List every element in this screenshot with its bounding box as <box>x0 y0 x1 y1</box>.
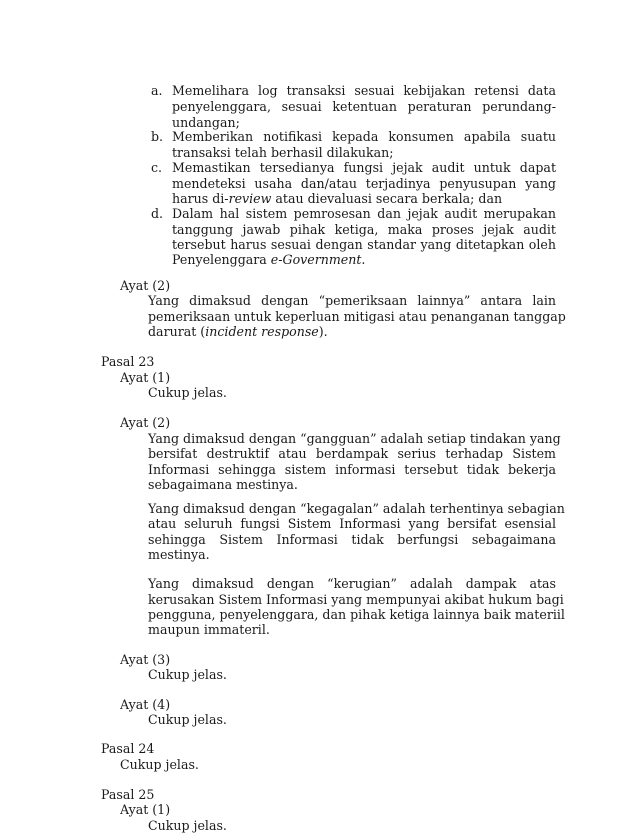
list-text-line: tersebut harus sesuai dengan standar yang ditetapkan oleh <box>172 237 556 252</box>
list-text-line: tanggung jawab pihak ketiga, maka proses jejak audit <box>172 222 556 237</box>
paragraph-line: bersifat destruktif atau berdampak serius terhadap Sistem <box>148 446 556 461</box>
list-text-line: undangan; <box>172 115 240 130</box>
ayat-heading: Ayat (1) <box>120 802 171 817</box>
list-text-line: Memelihara log transaksi sesuai kebijakan retensi data <box>172 83 556 98</box>
list-text-line: penyelenggara, sesuai ketentuan peraturan perundang- <box>172 99 556 114</box>
paragraph-line: pengguna, penyelenggara, dan pihak ketiga lainnya baik materiil <box>148 607 565 622</box>
list-text-line: mendeteksi usaha dan/atau terjadinya penyusupan yang <box>172 176 556 191</box>
paragraph-line: maupun immateril. <box>148 622 270 637</box>
paragraph-line: Yang dimaksud dengan “kerugian” adalah dampak atas <box>148 576 556 591</box>
paragraph-line: sebagaimana mestinya. <box>148 477 298 492</box>
paragraph-line: Yang dimaksud dengan “kegagalan” adalah terhentinya sebagian <box>148 501 565 516</box>
pasal-heading: Pasal 23 <box>101 354 155 369</box>
paragraph-line: Yang dimaksud dengan “gangguan” adalah setiap tindakan yang <box>148 431 561 446</box>
paragraph-line: Cukup jelas. <box>148 667 227 682</box>
list-text-line: Penyelenggara e-Government. <box>172 252 366 267</box>
paragraph-line: sehingga Sistem Informasi tidak berfungsi sebagaimana <box>148 532 556 547</box>
paragraph-line: mestinya. <box>148 547 210 562</box>
ayat-heading: Ayat (1) <box>120 370 171 385</box>
list-marker: c. <box>151 160 163 175</box>
paragraph-line: Cukup jelas. <box>148 385 227 400</box>
paragraph-line: Cukup jelas. <box>148 712 227 727</box>
paragraph-line: kerusakan Sistem Informasi yang mempunyai akibat hukum bagi <box>148 592 564 607</box>
list-text-line: Memberikan notifikasi kepada konsumen apabila suatu <box>172 129 556 144</box>
paragraph-line: darurat (incident response). <box>148 324 328 339</box>
paragraph-line: Informasi sehingga sistem informasi tersebut tidak bekerja <box>148 462 556 477</box>
pasal-heading: Pasal 24 <box>101 741 155 756</box>
ayat-heading: Ayat (4) <box>120 697 171 712</box>
ayat-heading: Ayat (3) <box>120 652 171 667</box>
list-text-line: Memastikan tersedianya fungsi jejak audit untuk dapat <box>172 160 556 175</box>
paragraph-line: pemeriksaan untuk keperluan mitigasi atau penanganan tanggap <box>148 309 566 324</box>
paragraph-line: Yang dimaksud dengan “pemeriksaan lainnya” antara lain <box>148 293 556 308</box>
list-marker: d. <box>151 206 164 221</box>
list-text-line: harus di-review atau dievaluasi secara berkala; dan <box>172 191 503 206</box>
list-text-line: transaksi telah berhasil dilakukan; <box>172 145 394 160</box>
list-marker: a. <box>151 83 163 98</box>
paragraph-line: atau seluruh fungsi Sistem Informasi yang bersifat esensial <box>148 516 556 531</box>
list-text-line: Dalam hal sistem pemrosesan dan jejak audit merupakan <box>172 206 556 221</box>
pasal-heading: Pasal 25 <box>101 787 155 802</box>
paragraph-line: Cukup jelas. <box>120 757 199 772</box>
list-marker: b. <box>151 129 164 144</box>
ayat-heading: Ayat (2) <box>120 278 171 293</box>
ayat-heading: Ayat (2) <box>120 415 171 430</box>
paragraph-line: Cukup jelas. <box>148 818 227 833</box>
